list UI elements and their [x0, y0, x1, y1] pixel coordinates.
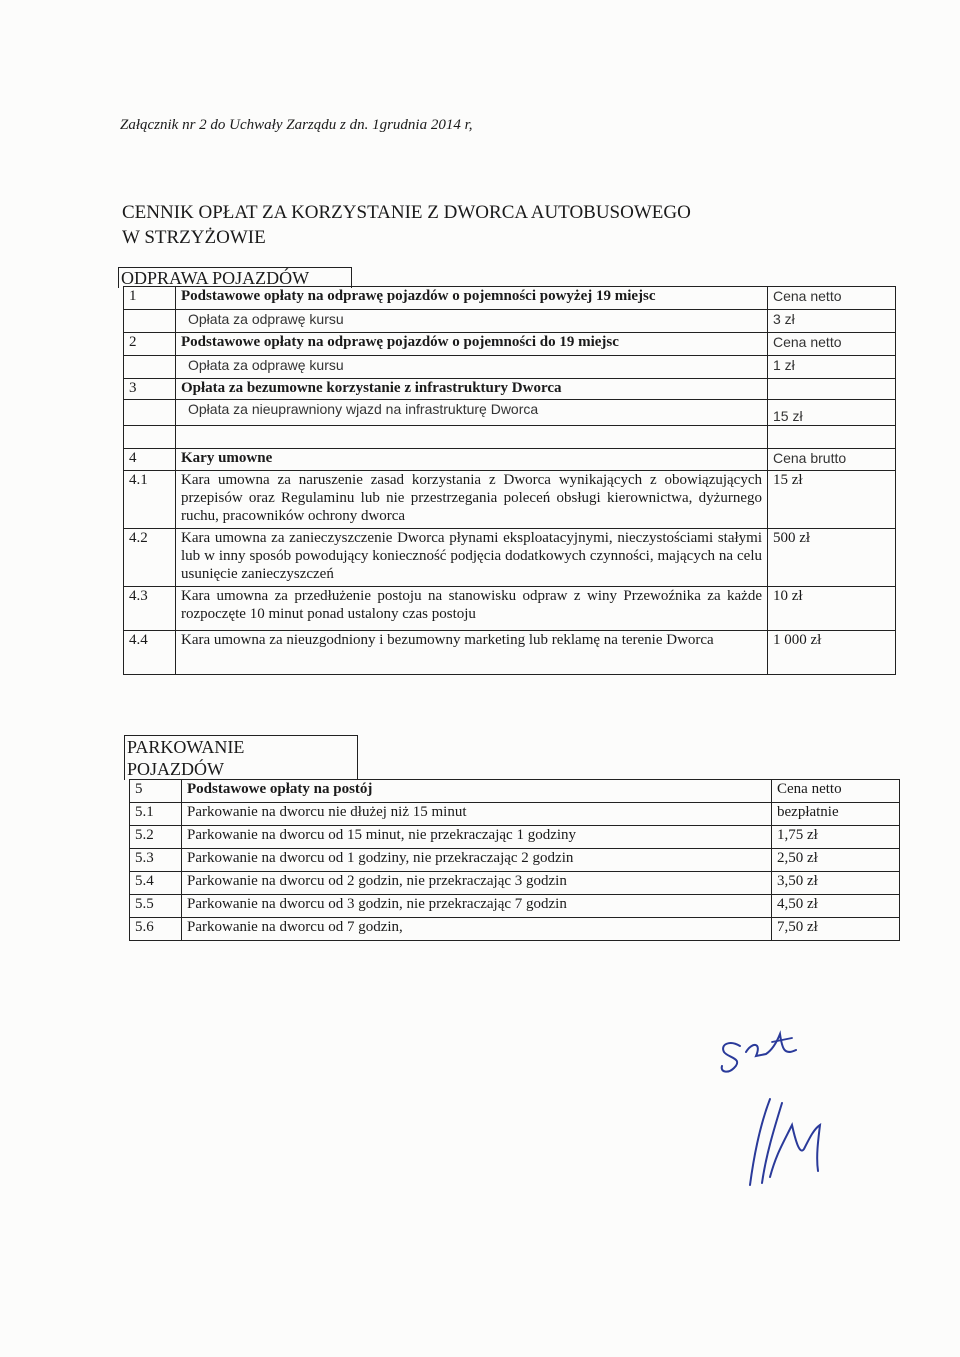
row-number: 5.6	[130, 918, 182, 941]
table-row	[124, 287, 896, 310]
parkowanie-table	[129, 779, 900, 941]
document-title	[122, 200, 691, 250]
row-number: 4.4	[124, 631, 176, 675]
signature-handwritten	[720, 1085, 850, 1195]
row-number: 3	[124, 379, 176, 400]
row-number: 2	[124, 333, 176, 356]
table-row	[130, 826, 900, 849]
table-row	[124, 333, 896, 356]
table-row	[130, 780, 900, 803]
table-row	[124, 471, 896, 529]
row-description: Opłata za odprawę kursu	[176, 310, 768, 333]
table-row	[130, 849, 900, 872]
row-price: 7,50 zł	[772, 918, 900, 941]
row-description: Podstawowe opłaty na postój	[182, 780, 772, 803]
table-row	[124, 310, 896, 333]
signature-initials	[700, 1020, 830, 1080]
table-row	[124, 400, 896, 426]
section-label-odprawa: ODPRAWA POJAZDÓW	[118, 267, 352, 288]
row-description: Parkowanie na dworcu nie dłużej niż 15 minut	[182, 803, 772, 826]
attachment-note: Załącznik nr 2 do Uchwały Zarządu z dn. 1grudnia 2014 r,	[120, 117, 473, 133]
row-price: 15 zł	[768, 471, 896, 529]
row-number: 4.1	[124, 471, 176, 529]
row-price: 1 000 zł	[768, 631, 896, 675]
table-row	[130, 872, 900, 895]
label-line-2: POJAZDÓW	[127, 759, 224, 779]
row-description: Kara umowna za zanieczyszczenie Dworca płynami eksploatacyjnymi, nieczystościami stałymi lub w inny sposób powodujący konieczność podjęcia dodatkowych czynności, mających na celu usunięcie zanieczyszczeń	[176, 529, 768, 587]
row-number	[124, 356, 176, 379]
row-number: 5.4	[130, 872, 182, 895]
label-line-1: PARKOWANIE	[127, 737, 245, 757]
row-price: 500 zł	[768, 529, 896, 587]
row-description: Parkowanie na dworcu od 1 godziny, nie przekraczając 2 godzin	[182, 849, 772, 872]
row-number: 4.2	[124, 529, 176, 587]
row-price: 4,50 zł	[772, 895, 900, 918]
row-price: 2,50 zł	[772, 849, 900, 872]
row-description: Parkowanie na dworcu od 2 godzin, nie przekraczając 3 godzin	[182, 872, 772, 895]
row-price: 15 zł	[768, 400, 896, 426]
row-description: Opłata za nieuprawniony wjazd na infrastrukturę Dworca	[176, 400, 768, 426]
row-description: Opłata za bezumowne korzystanie z infrastruktury Dworca	[176, 379, 768, 400]
row-number: 4	[124, 449, 176, 471]
row-number: 5.1	[130, 803, 182, 826]
row-price: 1 zł	[768, 356, 896, 379]
row-description	[176, 426, 768, 449]
table-row	[124, 529, 896, 587]
table-row-spacer	[124, 426, 896, 449]
row-number: 5.2	[130, 826, 182, 849]
row-price: 10 zł	[768, 587, 896, 631]
row-price: Cena netto	[768, 333, 896, 356]
row-description: Parkowanie na dworcu od 7 godzin,	[182, 918, 772, 941]
table-row	[130, 895, 900, 918]
row-description: Parkowanie na dworcu od 15 minut, nie przekraczając 1 godziny	[182, 826, 772, 849]
row-number: 5.5	[130, 895, 182, 918]
row-description: Kara umowna za nieuzgodniony i bezumowny marketing lub reklamę na terenie Dworca	[176, 631, 768, 675]
row-number	[124, 310, 176, 333]
odprawa-table	[123, 286, 896, 675]
row-number: 5	[130, 780, 182, 803]
row-price: bezpłatnie	[772, 803, 900, 826]
row-number	[124, 426, 176, 449]
row-number: 5.3	[130, 849, 182, 872]
table-row	[130, 803, 900, 826]
row-price: Cena netto	[772, 780, 900, 803]
table-row	[124, 356, 896, 379]
row-price: 3 zł	[768, 310, 896, 333]
row-number	[124, 400, 176, 426]
row-number: 4.3	[124, 587, 176, 631]
section-label-parkowanie	[124, 735, 358, 780]
row-price	[768, 379, 896, 400]
row-description: Parkowanie na dworcu od 3 godzin, nie przekraczając 7 godzin	[182, 895, 772, 918]
row-price: Cena netto	[768, 287, 896, 310]
row-description: Podstawowe opłaty na odprawę pojazdów o pojemności do 19 miejsc	[176, 333, 768, 356]
title-line-2: W STRZYŻOWIE	[122, 227, 266, 248]
row-number: 1	[124, 287, 176, 310]
table-row	[124, 587, 896, 631]
row-description: Kara umowna za przedłużenie postoju na stanowisku odpraw z winy Przewoźnika za każde rozpoczęte 10 minut ponad ustalony czas postoju	[176, 587, 768, 631]
row-price: Cena brutto	[768, 449, 896, 471]
table-row	[124, 379, 896, 400]
row-price: 3,50 zł	[772, 872, 900, 895]
table-row	[130, 918, 900, 941]
row-description: Kary umowne	[176, 449, 768, 471]
row-price	[768, 426, 896, 449]
row-price: 1,75 zł	[772, 826, 900, 849]
row-description: Kara umowna za naruszenie zasad korzystania z Dworca wynikających z obowiązujących przepisów oraz Regulaminu lub nie przestrzegania poleceń obsługi kierownictwa, dyżurnego ruchu, pracowników ochrony dworca	[176, 471, 768, 529]
row-description: Opłata za odprawę kursu	[176, 356, 768, 379]
row-description: Podstawowe opłaty na odprawę pojazdów o pojemności powyżej 19 miejsc	[176, 287, 768, 310]
title-line-1: CENNIK OPŁAT ZA KORZYSTANIE Z DWORCA AUTOBUSOWEGO	[122, 202, 691, 223]
table-row	[124, 631, 896, 675]
table-row	[124, 449, 896, 471]
